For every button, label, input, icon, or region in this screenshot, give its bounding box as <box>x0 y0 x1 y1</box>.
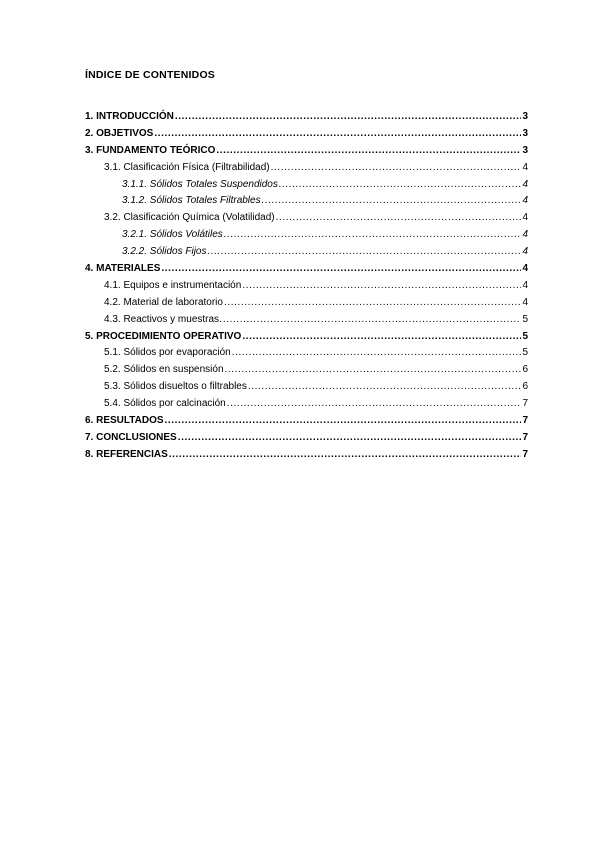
toc-entry-label: 4.3. Reactivos y muestras. <box>104 313 222 325</box>
toc-dot-leader <box>262 195 522 206</box>
toc-entry-label: 6. RESULTADOS <box>85 415 164 427</box>
toc-entry[interactable] <box>85 449 528 466</box>
toc-entry-label: 3.2.2. Sólidos Fijos <box>122 246 207 258</box>
toc-dot-leader <box>224 229 522 240</box>
toc-dot-leader <box>227 398 522 409</box>
toc-entry-page-number: 4 <box>522 229 528 241</box>
toc-entry[interactable] <box>85 381 528 398</box>
toc-entry[interactable] <box>85 128 528 145</box>
toc-entry-label: 3.2.1. Sólidos Volátiles <box>122 229 223 241</box>
toc-entry[interactable] <box>85 145 528 162</box>
toc-entry-label: 4.2. Material de laboratorio <box>104 296 223 308</box>
toc-entry-page-number: 3 <box>522 144 528 156</box>
toc-entry-page-number: 4 <box>522 246 528 258</box>
toc-entry-page-number: 6 <box>522 364 528 376</box>
toc-entry[interactable] <box>85 162 528 179</box>
toc-dot-leader <box>271 162 522 173</box>
toc-dot-leader <box>224 297 521 308</box>
toc-dot-leader <box>279 179 522 190</box>
toc-entry[interactable] <box>85 212 528 229</box>
toc-entry[interactable] <box>85 229 528 246</box>
toc-dot-leader <box>232 347 522 358</box>
toc-entry[interactable] <box>85 111 528 128</box>
toc-entry[interactable] <box>85 297 528 314</box>
toc-entry-page-number: 4 <box>522 195 528 207</box>
toc-dot-leader <box>216 145 521 156</box>
toc-entry-label: 3.1.2. Sólidos Totales Filtrables <box>122 195 261 207</box>
toc-entry-label: 3.1. Clasificación Física (Filtrabilidad) <box>104 161 270 173</box>
toc-entry-label: 5.2. Sólidos en suspensión <box>104 364 224 376</box>
toc-dot-leader <box>225 364 522 375</box>
toc-entry-page-number: 3 <box>522 111 528 122</box>
toc-entry[interactable] <box>85 195 528 212</box>
toc-entry-label: 8. REFERENCIAS <box>85 448 168 460</box>
toc-dot-leader <box>223 314 522 325</box>
toc-dot-leader <box>178 432 522 443</box>
toc-entry[interactable] <box>85 398 528 415</box>
toc-entry-page-number: 6 <box>522 381 528 393</box>
toc-dot-leader <box>276 212 522 223</box>
toc-title: ÍNDICE DE CONTENIDOS <box>85 69 216 81</box>
toc-dot-leader <box>242 331 521 342</box>
toc-entry-page-number: 4 <box>522 212 528 224</box>
toc-entry-label: 4. MATERIALES <box>85 263 161 275</box>
toc-entry-page-number: 7 <box>522 431 528 443</box>
toc-entry[interactable] <box>85 331 528 348</box>
toc-entry-page-number: 7 <box>522 415 528 427</box>
toc-entry-label: 4.1. Equipos e instrumentación <box>104 279 242 291</box>
toc-entry-label: 2. OBJETIVOS <box>85 127 154 139</box>
toc-entry[interactable] <box>85 415 528 432</box>
toc-dot-leader <box>242 280 521 291</box>
toc-dot-leader <box>248 381 522 392</box>
toc-entry[interactable] <box>85 314 528 331</box>
toc-entry-label: 5.3. Sólidos disueltos o filtrables <box>104 381 247 393</box>
toc-entry-label: 5. PROCEDIMIENTO OPERATIVO <box>85 330 242 342</box>
toc-entry[interactable] <box>85 280 528 297</box>
toc-entry[interactable] <box>85 432 528 449</box>
toc-dot-leader <box>175 111 522 122</box>
toc-dot-leader <box>165 415 522 426</box>
toc-entry-label: 1. INTRODUCCIÓN <box>85 111 174 122</box>
toc-entry-label: 3.1.1. Sólidos Totales Suspendidos <box>122 178 278 190</box>
table-of-contents <box>85 111 528 466</box>
toc-dot-leader <box>208 246 522 257</box>
toc-entry-page-number: 4 <box>522 296 528 308</box>
toc-entry-page-number: 4 <box>522 263 528 275</box>
toc-entry-label: 3.2. Clasificación Química (Volatilidad) <box>104 212 275 224</box>
toc-entry-label: 5.1. Sólidos por evaporación <box>104 347 231 359</box>
toc-entry[interactable] <box>85 263 528 280</box>
toc-dot-leader <box>161 263 521 274</box>
toc-entry-label: 3. FUNDAMENTO TEÓRICO <box>85 144 216 156</box>
toc-entry-page-number: 7 <box>522 448 528 460</box>
toc-entry[interactable] <box>85 246 528 263</box>
toc-entry-page-number: 4 <box>522 161 528 173</box>
toc-dot-leader <box>154 128 521 139</box>
toc-entry[interactable] <box>85 179 528 196</box>
toc-entry[interactable] <box>85 347 528 364</box>
toc-entry-page-number: 4 <box>522 279 528 291</box>
toc-entry-page-number: 3 <box>522 127 528 139</box>
toc-entry-page-number: 7 <box>522 398 528 410</box>
toc-entry-page-number: 5 <box>522 313 528 325</box>
toc-entry-page-number: 5 <box>522 347 528 359</box>
toc-entry-label: 7. CONCLUSIONES <box>85 431 177 443</box>
toc-entry-label: 5.4. Sólidos por calcinación <box>104 398 226 410</box>
toc-entry-page-number: 4 <box>522 178 528 190</box>
toc-entry[interactable] <box>85 364 528 381</box>
toc-entry-page-number: 5 <box>522 330 528 342</box>
toc-dot-leader <box>169 449 522 460</box>
